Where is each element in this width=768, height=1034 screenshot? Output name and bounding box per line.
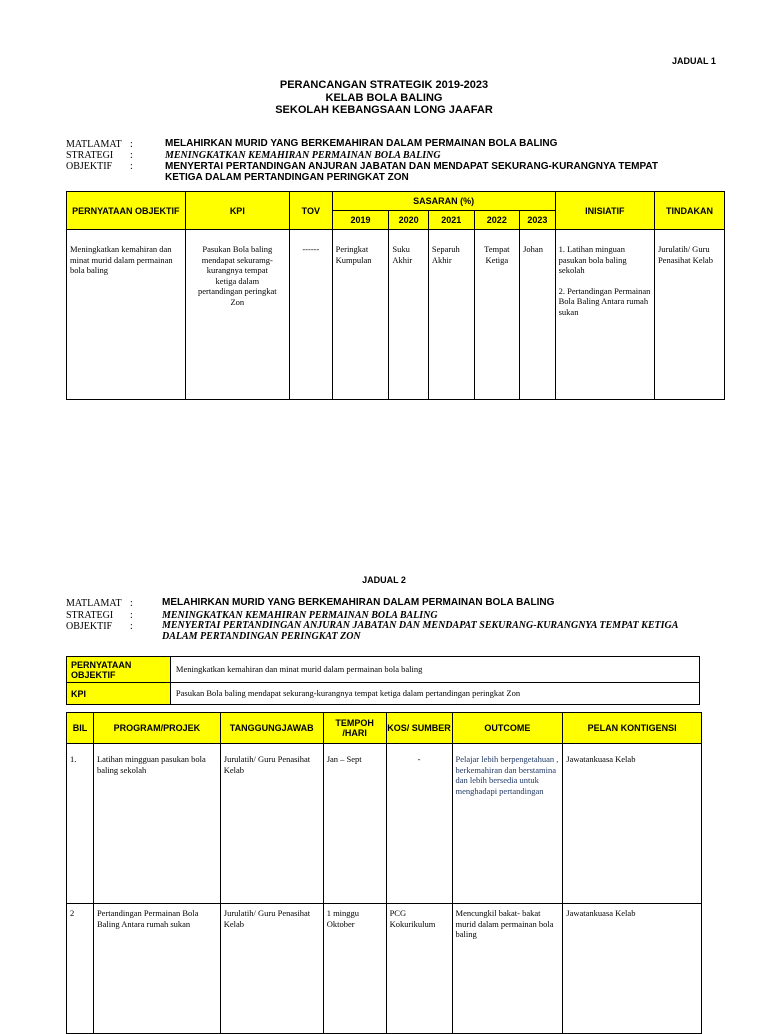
header-inisiatif: INISIATIF — [555, 192, 654, 230]
summary-pernyataan-value: Meningkatkan kemahiran dan minat murid dalam permainan bola baling — [170, 657, 699, 683]
inisiatif-item-1: 1. Latihan minguan pasukan bola baling sekolah — [558, 244, 627, 275]
title-line-1: PERANCANGAN STRATEGIK 2019-2023 — [279, 79, 489, 91]
strategi-value: MENINGKATKAN KEMAHIRAN PERMAINAN BOLA BALING — [165, 150, 441, 161]
colon: : — [130, 610, 133, 621]
header-bil: BIL — [67, 713, 94, 744]
header-sasaran: SASARAN (%) — [332, 192, 555, 211]
jadual-1-label: JADUAL 1 — [672, 56, 716, 66]
matlamat-value: MELAHIRKAN MURID YANG BERKEMAHIRAN DALAM PERMAINAN BOLA BALING — [162, 597, 555, 608]
row-outcome: Mencungkil bakat- bakat murid dalam permainan bola baling — [452, 904, 563, 1034]
header-tov: TOV — [290, 192, 333, 230]
header-kpi: KPI — [185, 192, 289, 230]
strategi-label: STRATEGI — [66, 610, 114, 621]
colon: : — [130, 621, 133, 632]
row-target-2022: Tempat Ketiga — [474, 230, 520, 400]
header-pernyataan: PERNYATAAN OBJEKTIF — [67, 192, 186, 230]
strategi-label: STRATEGI — [66, 150, 114, 161]
objektif-value: MENYERTAI PERTANDINGAN ANJURAN JABATAN DAN MENDAPAT SEKURANG-KURANGNYA TEMPAT KETIGA DALAM PERTANDINGAN PERINGKAT ZON — [165, 161, 658, 183]
summary-kpi-value: Pasukan Bola baling mendapat sekurang-kurangnya tempat ketiga dalam pertandingan peringkat Zon — [170, 683, 699, 705]
header-year: 2022 — [474, 211, 520, 230]
title-line-3: SEKOLAH KEBANGSAAN LONG JAAFAR — [275, 104, 493, 116]
row-target-2021: Separuh Akhir — [428, 230, 474, 400]
program-table — [66, 712, 702, 1034]
header-year: 2023 — [520, 211, 555, 230]
row-tanggungjawab: Jurulatih/ Guru Penasihat Kelab — [220, 744, 323, 904]
matlamat-label: MATLAMAT — [66, 598, 122, 609]
row-kpi: Pasukan Bola baling mendapat sekuramg-kurangnya tempat ketiga dalam pertandingan peringkat Zon — [185, 230, 289, 400]
row-bil: 2 — [67, 904, 94, 1034]
summary-pernyataan-label: PERNYATAAN OBJEKTIF — [67, 657, 171, 683]
header-pelan: PELAN KONTIGENSI — [563, 713, 702, 744]
header-kos: KOS/ SUMBER — [386, 713, 452, 744]
header-outcome: OUTCOME — [452, 713, 563, 744]
strategi-value: MENINGKATKAN KEMAHIRAN PERMAINAN BOLA BALING — [162, 610, 438, 621]
row-pelan: Jawatankuasa Kelab — [563, 744, 702, 904]
row-target-2019: Peringkat Kumpulan — [332, 230, 389, 400]
table-row — [67, 744, 702, 904]
row-pernyataan: Meningkatkan kemahiran dan minat murid dalam permainan bola baling — [67, 230, 186, 400]
header-tempoh: TEMPOH /HARI — [323, 713, 386, 744]
header-program: PROGRAM/PROJEK — [93, 713, 220, 744]
row-tempoh: 1 minggu Oktober — [323, 904, 386, 1034]
row-inisiatif — [555, 230, 654, 400]
row-kos: - — [386, 744, 452, 904]
objektif-value: MENYERTAI PERTANDINGAN ANJURAN JABATAN DAN MENDAPAT SEKURANG-KURANGNYA TEMPAT KETIGA DALAM PERTANDINGAN PERINGKAT ZON — [162, 620, 678, 642]
title-line-2: KELAB BOLA BALING — [325, 91, 443, 104]
matlamat-label: MATLAMAT — [66, 139, 122, 150]
colon: : — [130, 598, 133, 609]
document-title — [0, 79, 768, 117]
jadual-2-label: JADUAL 2 — [362, 575, 406, 585]
objektif-label: OBJEKTIF — [66, 161, 113, 172]
header-year: 2021 — [428, 211, 474, 230]
row-tov: ------ — [290, 230, 333, 400]
row-program: Latihan mingguan pasukan bola baling sekolah — [93, 744, 220, 904]
table-row — [67, 904, 702, 1034]
row-tempoh: Jan – Sept — [323, 744, 386, 904]
row-pelan: Jawatankuasa Kelab — [563, 904, 702, 1034]
header-tanggungjawab: TANGGUNGJAWAB — [220, 713, 323, 744]
colon: : — [130, 139, 133, 150]
row-bil: 1. — [67, 744, 94, 904]
matlamat-value: MELAHIRKAN MURID YANG BERKEMAHIRAN DALAM PERMAINAN BOLA BALING — [165, 138, 558, 149]
colon: : — [130, 161, 133, 172]
summary-table — [66, 656, 700, 705]
strategic-table — [66, 191, 725, 400]
header-tindakan: TINDAKAN — [654, 192, 724, 230]
row-tindakan: Jurulatih/ Guru Penasihat Kelab — [654, 230, 724, 400]
header-year: 2019 — [332, 211, 389, 230]
row-outcome: Pelajar lebih berpengetahuan , berkemahiran dan berstamina dan lebih bersedia untuk menghadapi pertandingan — [452, 744, 563, 904]
header-year: 2020 — [389, 211, 429, 230]
row-target-2020: Suku Akhir — [389, 230, 429, 400]
row-target-2023: Johan — [520, 230, 555, 400]
row-program: Pertandingan Permainan Bola Baling Antara rumah sukan — [93, 904, 220, 1034]
row-kos: PCG Kokurikulum — [386, 904, 452, 1034]
row-tanggungjawab: Jurulatih/ Guru Penasihat Kelab — [220, 904, 323, 1034]
objektif-label: OBJEKTIF — [66, 621, 113, 632]
inisiatif-item-2: 2. Pertandingan Permainan Bola Baling Antara rumah sukan — [558, 285, 651, 317]
summary-kpi-label: KPI — [67, 683, 171, 705]
colon: : — [130, 150, 133, 161]
